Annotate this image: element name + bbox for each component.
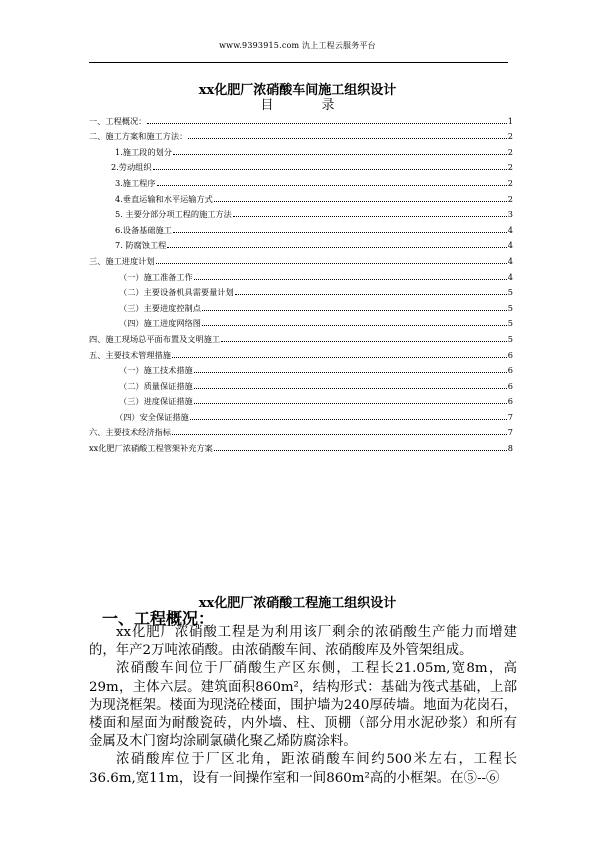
toc-entry[interactable]: [89, 219, 513, 235]
toc-entry-label: 一、工程概况：: [89, 115, 147, 126]
toc-entry[interactable]: [89, 391, 513, 407]
toc-entry[interactable]: [89, 437, 513, 453]
toc-leader-dots: [173, 153, 507, 155]
toc-entry[interactable]: [89, 344, 513, 360]
toc-entry-page: 6: [507, 349, 513, 360]
toc-leader-dots: [167, 246, 506, 248]
toc-leader-dots: [173, 231, 507, 233]
toc-entry[interactable]: [89, 313, 513, 329]
toc-entry-page: 4: [507, 224, 513, 235]
toc-leader-dots: [172, 433, 507, 435]
toc-entry[interactable]: [89, 250, 513, 266]
toc-entry-label: 二、施工方案和施工方法：: [89, 131, 188, 142]
toc-entry-label: （二）质量保证措施: [119, 380, 193, 391]
toc-leader-dots: [233, 215, 507, 217]
toc-entry-label: （一）施工准备工作: [119, 271, 193, 282]
toc-entry[interactable]: [89, 266, 513, 282]
toc-leader-dots: [156, 262, 507, 264]
toc-leader-dots: [202, 324, 507, 326]
toc-entry-page: 8: [507, 443, 513, 454]
toc-leader-dots: [194, 402, 507, 404]
toc-entry-page: 2: [507, 162, 513, 173]
body-content: [89, 624, 517, 788]
toc-leader-dots: [221, 340, 507, 342]
toc-entry-label: （二）主要设备机具需要量计划: [119, 287, 234, 298]
page-header-site: www.9393915.com 氿上工程云服务平台: [219, 41, 376, 50]
toc-leader-dots: [194, 278, 507, 280]
toc-entry[interactable]: [89, 188, 513, 204]
toc-entry-page: 2: [507, 193, 513, 204]
paragraph-3: 浓硝酸库位于厂区北角，距浓硝酸车间约500米左右，工程长36.6m,宽11m，设有一间操作室和一间860m²高的小框架。在⑤--⑥: [89, 752, 517, 786]
toc-entry-page: 6: [507, 380, 513, 391]
toc-entry-label: 四、施工现场总平面布置及文明施工: [89, 333, 221, 344]
toc-entry[interactable]: [89, 110, 513, 126]
toc-entry-label: （三）主要进度控制点: [119, 302, 201, 313]
toc-entry[interactable]: [89, 406, 513, 422]
toc-entry-label: 4.垂直运输和水平运输方式: [115, 193, 213, 204]
toc-entry-page: 2: [507, 131, 513, 142]
toc-entry-label: xx化肥厂浓硝酸工程管架补充方案: [89, 443, 213, 454]
toc-entry[interactable]: [89, 235, 513, 251]
table-of-contents: [89, 110, 513, 453]
toc-entry-label: （四）安全保证措施: [115, 411, 189, 422]
toc-leader-dots: [190, 418, 507, 420]
toc-entry-label: 三、施工进度计划: [89, 255, 155, 266]
toc-entry-page: 1: [507, 115, 513, 126]
paragraph-2: 浓硝酸车间位于厂硝酸生产区东侧，工程长21.05m,宽8m，高29m，主体六层。建筑面积860m²，结构形式：基础为筏式基础，上部为现浇框架。楼面为现浇砼楼面，围护墙为240厚砖墙。地面为花岗石，楼面和屋面为耐酸瓷砖，内外墙、柱、顶棚（部分用水泥砂浆）和所有金属及木门窗均涂刷氯磺化聚乙烯防腐涂料。: [89, 661, 517, 750]
toc-entry-label: （四）施工进度网络图: [119, 318, 201, 329]
document-title: xx化肥厂浓硝酸车间施工组织设计: [198, 83, 397, 98]
toc-entry[interactable]: [89, 375, 513, 391]
toc-entry-label: 6.设备基础施工: [115, 224, 172, 235]
toc-entry-label: （一）施工技术措施: [119, 365, 193, 376]
toc-entry[interactable]: [89, 204, 513, 220]
toc-entry-page: 6: [507, 365, 513, 376]
toc-entry-page: 2: [507, 177, 513, 188]
toc-entry-page: 7: [507, 411, 513, 422]
toc-entry[interactable]: [89, 157, 513, 173]
toc-entry-label: 3.施工程序: [115, 177, 156, 188]
toc-leader-dots: [172, 356, 507, 358]
toc-entry-page: 2: [507, 146, 513, 157]
toc-entry-page: 5: [507, 333, 513, 344]
toc-leader-dots: [157, 184, 507, 186]
toc-entry-label: 7. 防腐蚀工程: [115, 240, 167, 251]
toc-leader-dots: [214, 200, 507, 202]
toc-entry-page: 4: [507, 255, 513, 266]
toc-heading: 目录: [260, 98, 383, 113]
section-heading: 一、工程概况：: [102, 609, 215, 628]
toc-entry-page: 5: [507, 287, 513, 298]
toc-entry[interactable]: [89, 360, 513, 376]
toc-entry-label: （三）进度保证措施: [119, 396, 193, 407]
toc-leader-dots: [214, 449, 507, 451]
toc-entry[interactable]: [89, 328, 513, 344]
toc-leader-dots: [188, 137, 507, 139]
toc-entry-page: 4: [507, 271, 513, 282]
toc-leader-dots: [147, 122, 506, 124]
toc-entry-page: 7: [507, 427, 513, 438]
toc-entry-label: 1.施工段的划分: [115, 146, 172, 157]
toc-entry-page: 6: [507, 396, 513, 407]
body-title: xx化肥厂浓硝酸工程施工组织设计: [198, 596, 397, 611]
toc-entry[interactable]: [89, 141, 513, 157]
toc-entry[interactable]: [89, 297, 513, 313]
toc-entry-page: 5: [507, 318, 513, 329]
toc-entry-label: 六、主要技术经济指标: [89, 427, 171, 438]
toc-entry[interactable]: [89, 422, 513, 438]
toc-leader-dots: [153, 168, 507, 170]
toc-entry-label: 五、主要技术管理措施: [89, 349, 171, 360]
toc-leader-dots: [194, 387, 507, 389]
toc-entry-page: 3: [507, 209, 513, 220]
toc-entry[interactable]: [89, 172, 513, 188]
toc-entry[interactable]: [89, 282, 513, 298]
toc-entry-label: 2.劳动组织: [111, 162, 152, 173]
toc-entry[interactable]: [89, 126, 513, 142]
paragraph-1: xx化肥厂浓硝酸工程是为利用该厂剩余的浓硝酸生产能力而增建的，年产2万吨浓硝酸。由浓硝酸车间、浓硝酸库及外管架组成。: [89, 625, 517, 659]
header-divider: [89, 62, 508, 63]
toc-entry-page: 5: [507, 302, 513, 313]
toc-leader-dots: [194, 371, 507, 373]
toc-entry-page: 4: [507, 240, 513, 251]
toc-entry-label: 5. 主要分部分项工程的施工方法: [115, 209, 232, 220]
toc-leader-dots: [202, 309, 507, 311]
toc-leader-dots: [235, 293, 507, 295]
